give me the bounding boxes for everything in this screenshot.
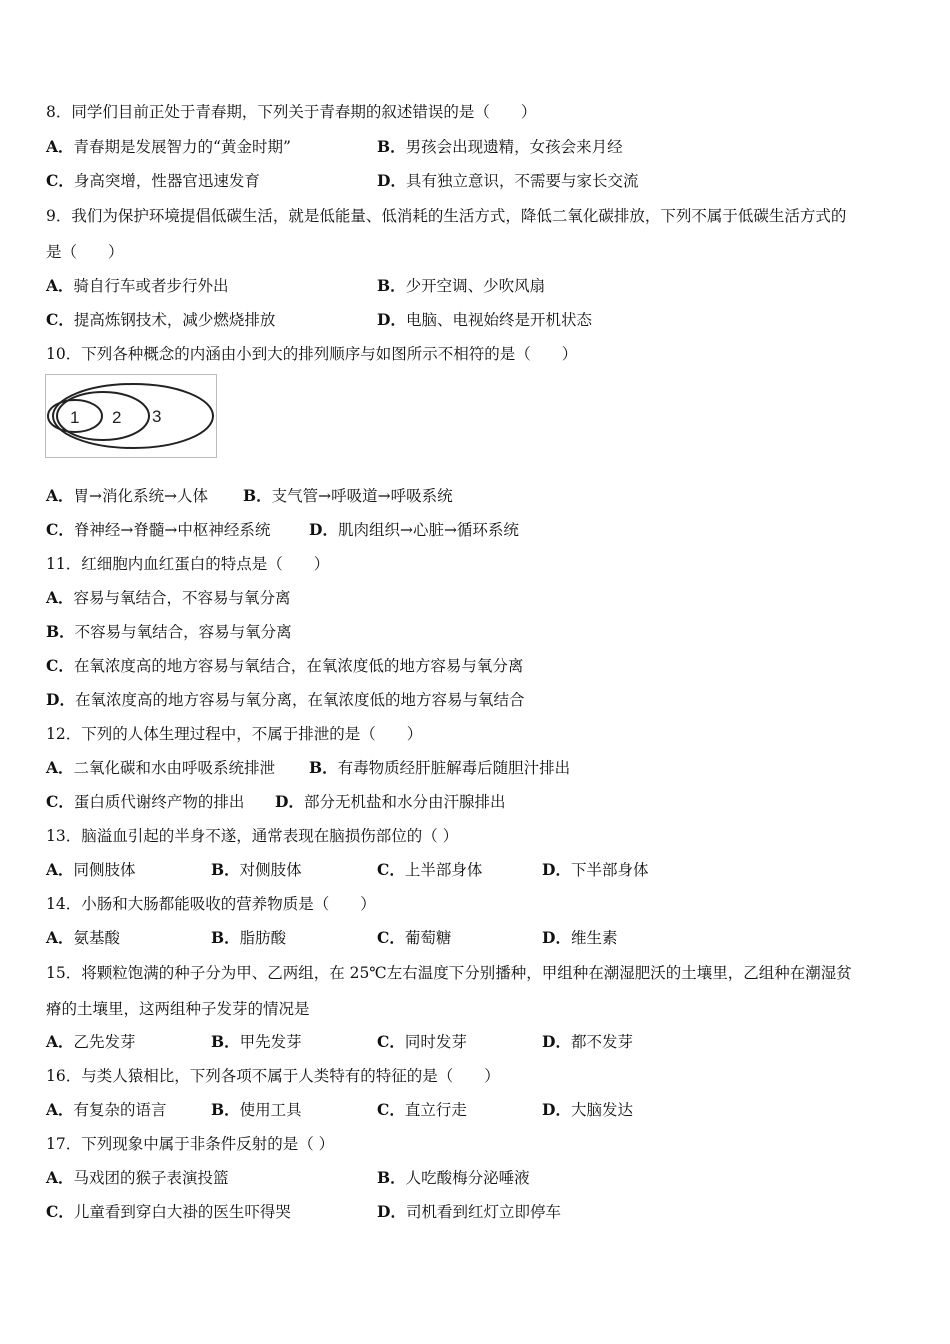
q15-option-b[interactable]: B．甲先发芽 [211, 1032, 302, 1051]
q11-option-c[interactable]: C．在氧浓度高的地方容易与氧结合，在氧浓度低的地方容易与氧分离 [46, 656, 524, 675]
q11-option-b[interactable]: B．不容易与氧结合，容易与氧分离 [46, 622, 292, 641]
q17-stem: 17．下列现象中属于非条件反射的是（ ） [46, 1135, 335, 1153]
q10-option-c[interactable]: C．脊神经→脊髓→中枢神经系统 [46, 520, 271, 539]
q17-option-d[interactable]: D．司机看到红灯立即停车 [377, 1202, 561, 1221]
q12-stem: 12．下列的人体生理过程中，不属于排泄的是（ ） [46, 725, 423, 743]
q16-option-c[interactable]: C．直立行走 [377, 1100, 467, 1119]
q16-stem: 16．与类人猿相比，下列各项不属于人类特有的特征的是（ ） [46, 1067, 500, 1085]
q12-option-b[interactable]: B．有毒物质经肝脏解毒后随胆汁排出 [309, 758, 571, 777]
q14-option-b[interactable]: B．脂肪酸 [211, 928, 287, 947]
q9-option-c[interactable]: C．提高炼钢技术，减少燃烧排放 [46, 310, 276, 329]
diagram-label-2: 2 [112, 408, 122, 427]
q10-option-b[interactable]: B．支气管→呼吸道→呼吸系统 [243, 486, 453, 505]
q13-option-b[interactable]: B．对侧肢体 [211, 860, 302, 879]
q9-option-b[interactable]: B．少开空调、少吹风扇 [377, 276, 546, 295]
q9-stem-line2: 是（ ） [46, 243, 124, 261]
q14-option-c[interactable]: C．葡萄糖 [377, 928, 452, 947]
q13-option-d[interactable]: D．下半部身体 [542, 860, 649, 879]
q12-option-a[interactable]: A．二氧化碳和水由呼吸系统排泄 [46, 758, 276, 777]
q10-option-a[interactable]: A．胃→消化系统→人体 [46, 486, 209, 505]
q9-stem-line1: 9．我们为保护环境提倡低碳生活，就是低能量、低消耗的生活方式，降低二氧化碳排放，下列不属于低碳生活方式的 [46, 207, 847, 225]
q16-option-b[interactable]: B．使用工具 [211, 1100, 302, 1119]
q15-stem-line2: 瘠的土壤里，这两组种子发芽的情况是 [46, 1000, 310, 1018]
q15-option-d[interactable]: D．都不发芽 [542, 1032, 633, 1051]
q17-option-b[interactable]: B．人吃酸梅分泌唾液 [377, 1168, 530, 1187]
q9-option-a[interactable]: A．骑自行车或者步行外出 [46, 276, 229, 295]
q12-option-d[interactable]: D．部分无机盐和水分由汗腺排出 [275, 792, 506, 811]
q13-stem: 13．脑溢血引起的半身不遂，通常表现在脑损伤部位的（ ） [46, 827, 459, 845]
q11-stem: 11．红细胞内血红蛋白的特点是（ ） [46, 555, 330, 573]
q13-option-a[interactable]: A．同侧肢体 [46, 860, 136, 879]
q16-option-a[interactable]: A．有复杂的语言 [46, 1100, 167, 1119]
q8-option-d[interactable]: D．具有独立意识，不需要与家长交流 [377, 171, 639, 190]
q14-stem: 14．小肠和大肠都能吸收的营养物质是（ ） [46, 895, 376, 913]
q14-option-d[interactable]: D．维生素 [542, 928, 618, 947]
q11-option-a[interactable]: A．容易与氧结合，不容易与氧分离 [46, 588, 291, 607]
diagram-label-1: 1 [70, 408, 80, 427]
q12-option-c[interactable]: C．蛋白质代谢终产物的排出 [46, 792, 245, 811]
q13-option-c[interactable]: C．上半部身体 [377, 860, 483, 879]
q9-option-d[interactable]: D．电脑、电视始终是开机状态 [377, 310, 592, 329]
q8-option-a[interactable]: A．青春期是发展智力的“黄金时期” [46, 137, 291, 156]
q14-option-a[interactable]: A．氨基酸 [46, 928, 121, 947]
q10-stem: 10．下列各种概念的内涵由小到大的排列顺序与如图所示不相符的是（ ） [46, 345, 578, 363]
q8-stem: 8．同学们目前正处于青春期，下列关于青春期的叙述错误的是（ ） [46, 103, 537, 121]
q15-option-c[interactable]: C．同时发芽 [377, 1032, 467, 1051]
q17-option-a[interactable]: A．马戏团的猴子表演投篮 [46, 1168, 229, 1187]
q15-option-a[interactable]: A．乙先发芽 [46, 1032, 136, 1051]
nested-ellipses-diagram [45, 374, 217, 458]
diagram-label-3: 3 [152, 407, 162, 426]
q16-option-d[interactable]: D．大脑发达 [542, 1100, 633, 1119]
q8-option-b[interactable]: B．男孩会出现遗精，女孩会来月经 [377, 137, 623, 156]
q11-option-d[interactable]: D．在氧浓度高的地方容易与氧分离，在氧浓度低的地方容易与氧结合 [46, 690, 525, 709]
q17-option-c[interactable]: C．儿童看到穿白大褂的医生吓得哭 [46, 1202, 291, 1221]
q10-option-d[interactable]: D．肌肉组织→心脏→循环系统 [309, 520, 519, 539]
q15-stem-line1: 15．将颗粒饱满的种子分为甲、乙两组，在 25℃左右温度下分别播种，甲组种在潮湿肥沃的土壤里，乙组种在潮湿贫 [46, 964, 852, 982]
q8-option-c[interactable]: C．身高突增，性器官迅速发育 [46, 171, 260, 190]
